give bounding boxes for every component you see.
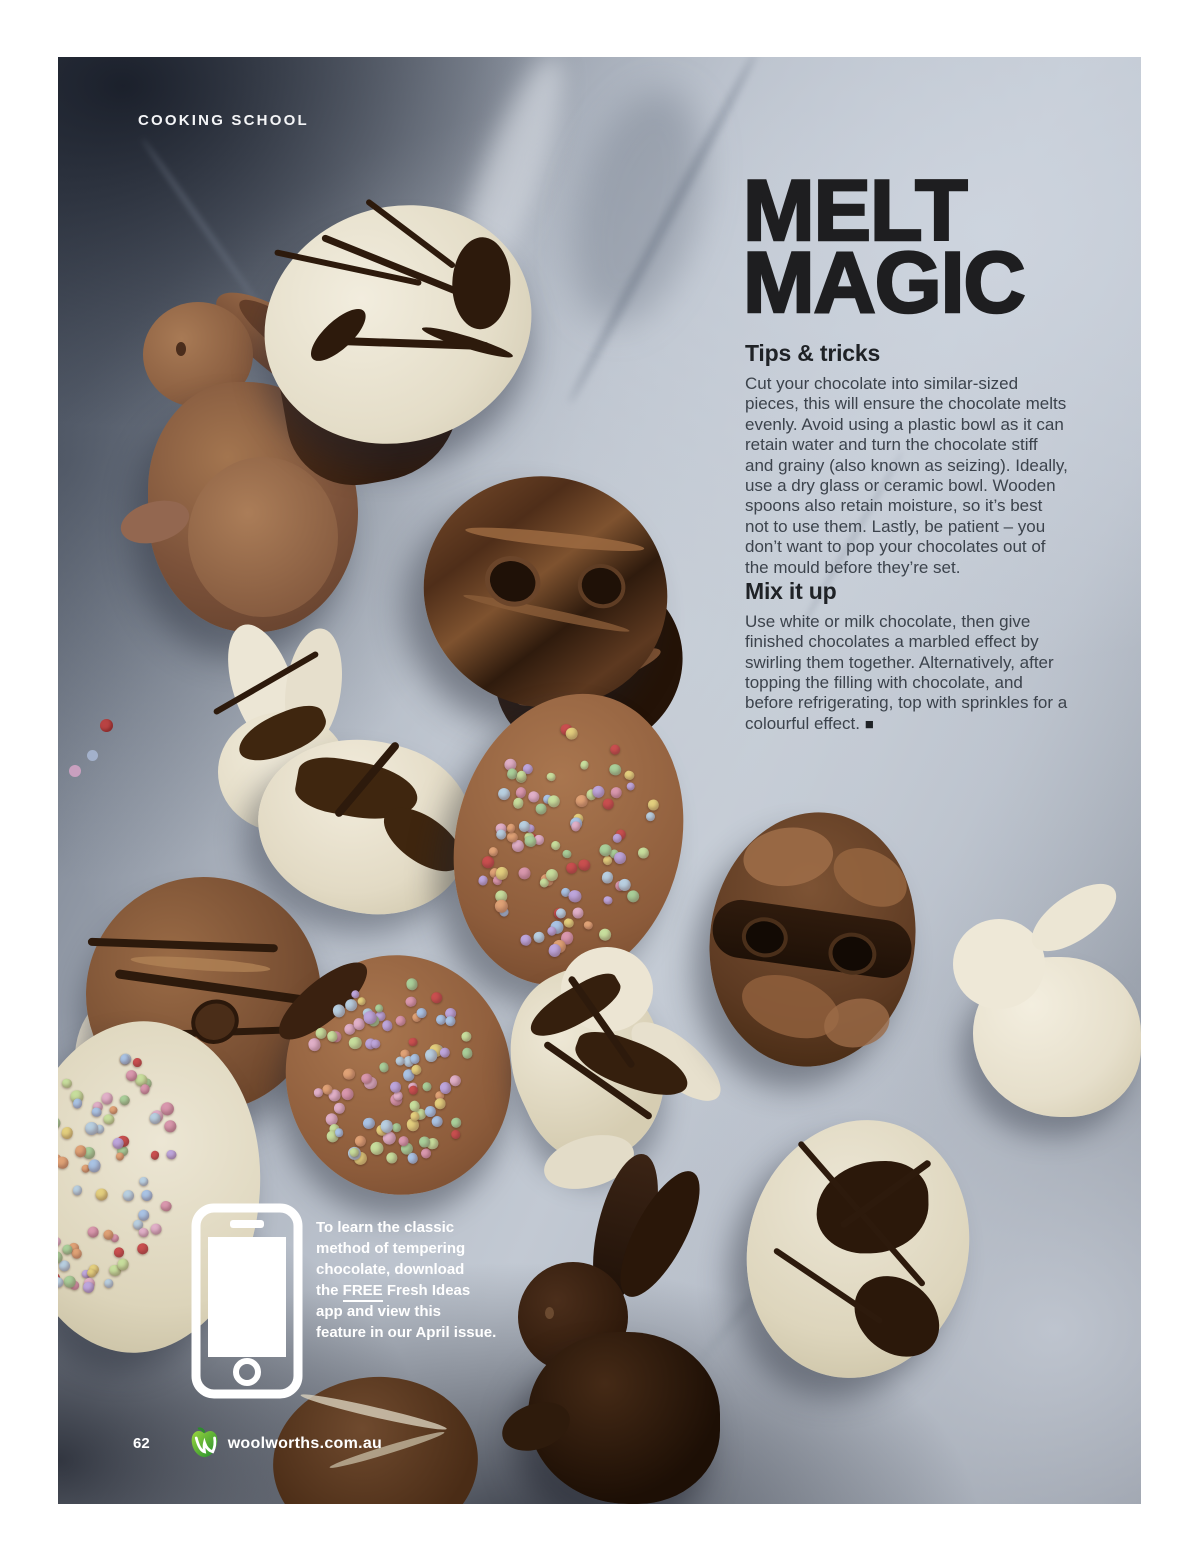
sprinkle-dot: [612, 851, 627, 866]
sprinkle-dot: [60, 1126, 74, 1140]
sprinkle-dot: [583, 920, 593, 930]
sprinkle-dot: [579, 760, 589, 770]
sprinkle-dot: [109, 1105, 119, 1115]
sprinkle-dot: [83, 1281, 95, 1293]
sprinkle-dot: [341, 1087, 355, 1101]
sprinkle-dot: [535, 802, 549, 816]
sprinkle-dot: [532, 930, 546, 944]
sprinkle-dot: [150, 1223, 163, 1236]
sprinkle-dot: [379, 1062, 390, 1073]
app-promo-text: To learn the classic method of tempering chocolate, download the FREE Fresh Ideas app and view this feature in our April issue.: [316, 1219, 497, 1341]
bunny-eye: [545, 1307, 554, 1319]
white-bunny-plain: [953, 897, 1141, 1122]
sprinkle-dot: [392, 1123, 402, 1133]
sprinkle-dot: [546, 772, 556, 782]
sprinkle-dot: [610, 786, 623, 799]
sprinkle-dot: [602, 797, 615, 810]
sprinkle-dot: [370, 1141, 385, 1156]
sprinkle-dot: [571, 907, 584, 920]
sprinkle-dot: [406, 1152, 419, 1165]
sprinkle-dot: [547, 794, 561, 808]
sprinkle-dot: [118, 1094, 131, 1107]
page-number: 62: [133, 1435, 150, 1452]
loose-sprinkle: [87, 750, 98, 761]
sprinkle-dot: [434, 1098, 446, 1110]
sprinkle-dot: [637, 847, 650, 860]
hero-photo-chocolate-easter: [58, 57, 1141, 1504]
mix-body: Use white or milk chocolate, then give finished chocolates a marbled effect by swirling them together. Alternatively, after topping the filling with chocolate, and before refrigerating, top with sprinkles for a colourful effect. ■: [745, 611, 1068, 733]
sprinkle-dot: [565, 861, 579, 875]
milk-dark-egg-right: [693, 799, 931, 1080]
tips-heading: Tips & tricks: [745, 340, 881, 366]
sprinkle-dot: [87, 1159, 102, 1174]
sprinkle-dot: [439, 1046, 451, 1058]
sprinkle-dot: [132, 1057, 143, 1068]
sprinkle-dot: [600, 870, 614, 884]
sprinkle-dot: [139, 1176, 149, 1186]
sprinkle-dot: [430, 991, 443, 1004]
sprinkle-dot: [103, 1278, 114, 1289]
loose-sprinkle: [100, 719, 113, 732]
sprinkle-dot: [430, 1115, 443, 1128]
sprinkle-dot: [61, 1077, 73, 1089]
sprinkle-dot: [150, 1150, 160, 1160]
loose-sprinkle: [69, 765, 81, 777]
sprinkle-dot: [72, 1098, 83, 1109]
sprinkle-dot: [512, 797, 525, 810]
sprinkle-dot: [344, 998, 358, 1012]
sprinkle-dot: [578, 858, 592, 872]
sprinkle-dot: [332, 1004, 347, 1019]
sprinkle-dot: [342, 1067, 355, 1080]
sprinkle-dot: [567, 888, 582, 903]
sprinkle-dot: [381, 1019, 393, 1031]
sprinkle-dot: [160, 1200, 173, 1213]
sprinkle-dot: [481, 855, 495, 869]
sprinkle-dot: [561, 849, 572, 860]
bunny-haunch: [188, 457, 338, 617]
smartphone-icon: [191, 1203, 303, 1399]
mix-heading: Mix it up: [745, 577, 837, 604]
white-egg-drizzle-bottom: [720, 1096, 996, 1401]
sprinkle-dot: [497, 787, 511, 801]
sprinkle-dot: [395, 1015, 407, 1027]
sprinkle-dot: [488, 846, 498, 856]
sprinkle-dot: [405, 996, 417, 1008]
page-title: [743, 163, 1025, 331]
sprinkle-dot: [408, 1085, 418, 1095]
sprinkle-dot: [58, 1156, 69, 1170]
sprinkle-dot: [140, 1189, 153, 1202]
sprinkle-dot: [450, 1129, 460, 1139]
chocolate-bunny-dark: [483, 1152, 718, 1504]
sprinkle-dot: [645, 811, 656, 822]
sprinkle-dot: [87, 1226, 100, 1239]
sprinkle-dot: [408, 1037, 418, 1047]
tips-body: Cut your chocolate into similar-sized pieces, this will ensure the chocolate melts evenly. Avoid using a plastic bowl as it can retain water and turn the chocolate stiff and grainy (also known as seizing). Ideally, use a dry glass or ceramic bowl. Wooden spoons also retain moisture, so it’s best not to use them. Lastly, be patient – you don’t want to pop your chocolates out of the mould before they’re set.: [745, 374, 1068, 577]
sprinkle-dot: [609, 744, 621, 756]
sprinkle-dot: [647, 799, 660, 812]
sprinkle-dot: [386, 1151, 399, 1164]
section-kicker: COOKING SCHOOL: [138, 112, 309, 129]
sprinkle-dot: [460, 1030, 472, 1042]
sprinkle-dot: [411, 1064, 423, 1076]
sprinkle-dot: [603, 895, 613, 905]
sprinkle-dot: [84, 1121, 99, 1136]
sprinkle-dot: [58, 1116, 61, 1130]
sprinkle-dot: [357, 996, 367, 1006]
sprinkle-dot: [598, 927, 612, 941]
sprinkle-dot: [626, 782, 636, 792]
sprinkle-dot: [416, 1008, 427, 1019]
sprinkle-dot: [348, 1036, 363, 1051]
sprinkle-dot: [517, 866, 532, 881]
sprinkle-dot: [371, 1039, 382, 1050]
woolworths-logo-icon: [188, 1427, 221, 1460]
sprinkle-dot: [313, 1088, 323, 1098]
sprinkle-dot: [122, 1189, 135, 1202]
sprinkle-dot: [58, 1236, 62, 1247]
sprinkle-dot: [362, 1116, 376, 1130]
page-footer: [133, 1427, 382, 1460]
sprinkle-dot: [94, 1188, 108, 1202]
sprinkle-dot: [307, 1037, 321, 1051]
article-column: [745, 340, 1070, 734]
sprinkle-dot: [116, 1257, 130, 1271]
sprinkle-dot: [477, 875, 489, 887]
site-url: woolworths.com.au: [227, 1434, 383, 1452]
sprinkle-dot: [444, 1015, 455, 1026]
sprinkle-dot: [562, 917, 574, 929]
sprinkle-dot: [520, 934, 533, 947]
sprinkle-dot: [461, 1047, 473, 1059]
sprinkle-dot: [551, 840, 562, 851]
sprinkles-cluster: [286, 960, 510, 1190]
sprinkle-dot: [113, 1247, 124, 1258]
sprinkle-dot: [624, 770, 635, 781]
bunny-eye: [176, 342, 186, 356]
sprinkle-dot: [451, 1117, 462, 1128]
sprinkle-dot: [334, 1128, 344, 1138]
sprinkle-dot: [528, 791, 541, 804]
page-title-line2: MAGIC: [743, 235, 1025, 331]
sprinkle-dot: [163, 1120, 177, 1134]
sprinkle-dot: [626, 889, 641, 904]
sprinkle-dot: [103, 1114, 115, 1126]
sprinkle-dot: [166, 1149, 177, 1160]
sprinkle-dot: [354, 1134, 367, 1147]
sprinkle-dot: [72, 1185, 83, 1196]
sprinkle-dot: [422, 1082, 432, 1092]
end-of-article-mark: ■: [864, 715, 874, 733]
sprinkle-dot: [608, 763, 622, 777]
sprinkle-dot: [138, 1227, 150, 1239]
sprinkle-dot: [136, 1242, 149, 1255]
sprinkle-dot: [333, 1102, 346, 1115]
sprinkle-dot: [115, 1152, 125, 1162]
page-title-line1: MELT: [743, 163, 967, 259]
marble-vein: [549, 76, 727, 339]
sprinkle-dot: [406, 978, 419, 991]
free-underlined: FREE: [343, 1282, 383, 1302]
